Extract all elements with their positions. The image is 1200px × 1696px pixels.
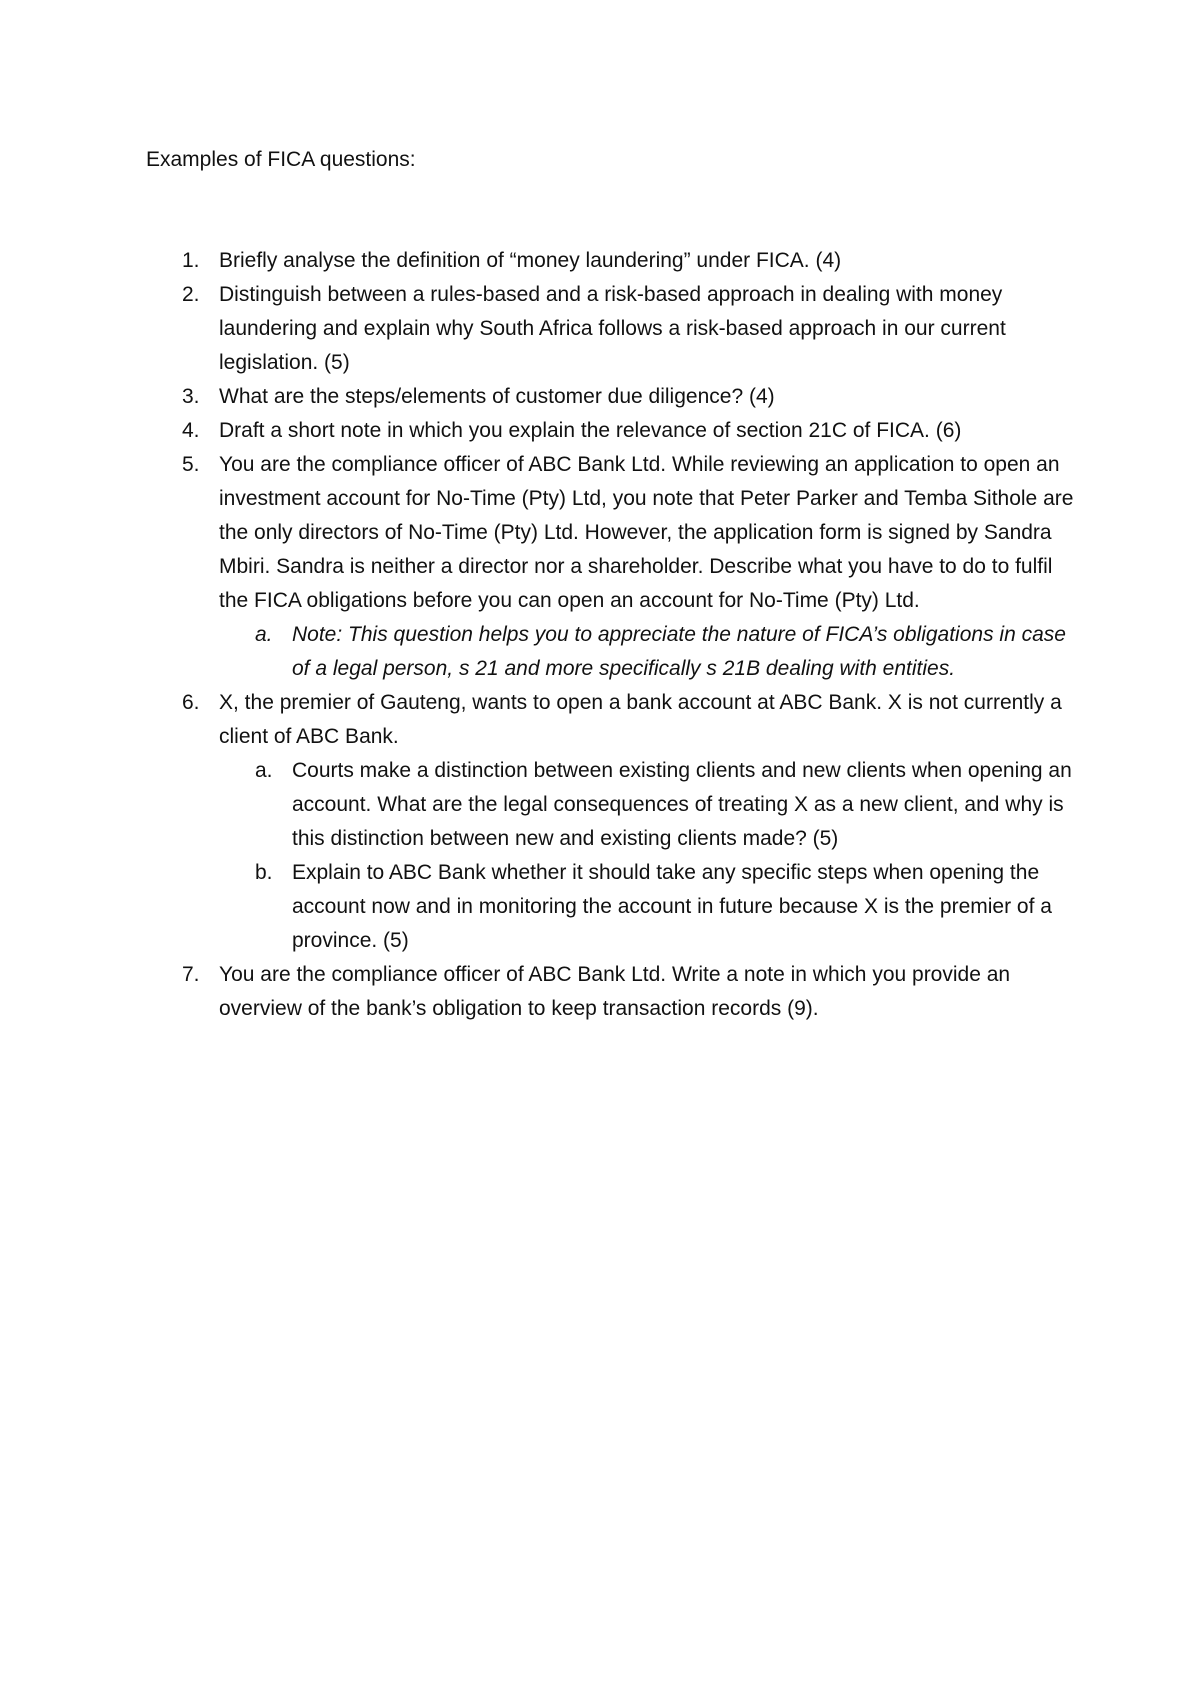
question-item [146,278,1076,380]
question-text: What are the steps/elements of customer due diligence? (4) [219,385,775,408]
subquestion-list [219,754,1076,958]
subquestion-text: Explain to ABC Bank whether it should take any specific steps when opening the account now and in monitoring the account in future because X is the premier of a province. (5) [292,861,1052,952]
question-item [146,414,1076,448]
subquestion-letter: a. [255,623,273,646]
question-item [146,686,1076,958]
document-title: Examples of FICA questions: [146,148,416,171]
question-item [146,244,1076,278]
subquestion-item [219,754,1076,856]
question-text: You are the compliance officer of ABC Bank Ltd. Write a note in which you provide an overview of the bank’s obligation to keep transaction records (9). [219,963,1011,1020]
question-text: Briefly analyse the definition of “money laundering” under FICA. (4) [219,249,842,272]
question-item [146,448,1076,686]
question-text: Draft a short note in which you explain the relevance of section 21C of FICA. (6) [219,419,962,442]
question-text: X, the premier of Gauteng, wants to open a bank account at ABC Bank. X is not currently a client of ABC Bank. [219,691,1062,748]
question-text: You are the compliance officer of ABC Bank Ltd. While reviewing an application to open an investment account for No-Time (Pty) Ltd, you note that Peter Parker and Temba Sithole are the only directors of No-Time (Pty) Ltd. However, the application form is signed by Sandra Mbiri. Sandra is neither a director nor a shareholder. Describe what you have to do to fulfil the FICA obligations before you can open an account for No-Time (Pty) Ltd. [219,453,1074,612]
subquestion-item [219,618,1076,686]
question-item [146,958,1076,1026]
question-list [146,244,1076,1026]
subquestion-item [219,856,1076,958]
question-number: 1. [182,249,200,272]
question-number: 7. [182,963,200,986]
subquestion-text: Courts make a distinction between existing clients and new clients when opening an account. What are the legal consequences of treating X as a new client, and why is this distinction between new and existing clients made? (5) [292,759,1072,850]
question-text: Distinguish between a rules-based and a risk-based approach in dealing with money laundering and explain why South Africa follows a risk-based approach in our current legislation. (5) [219,283,1006,374]
subquestion-list [219,618,1076,686]
question-number: 2. [182,283,200,306]
subquestion-text: Note: This question helps you to appreciate the nature of FICA’s obligations in case of a legal person, s 21 and more specifically s 21B dealing with entities. [292,623,1066,680]
question-number: 3. [182,385,200,408]
question-number: 4. [182,419,200,442]
subquestion-letter: b. [255,861,273,884]
subquestion-letter: a. [255,759,273,782]
question-number: 6. [182,691,200,714]
question-item [146,380,1076,414]
question-number: 5. [182,453,200,476]
